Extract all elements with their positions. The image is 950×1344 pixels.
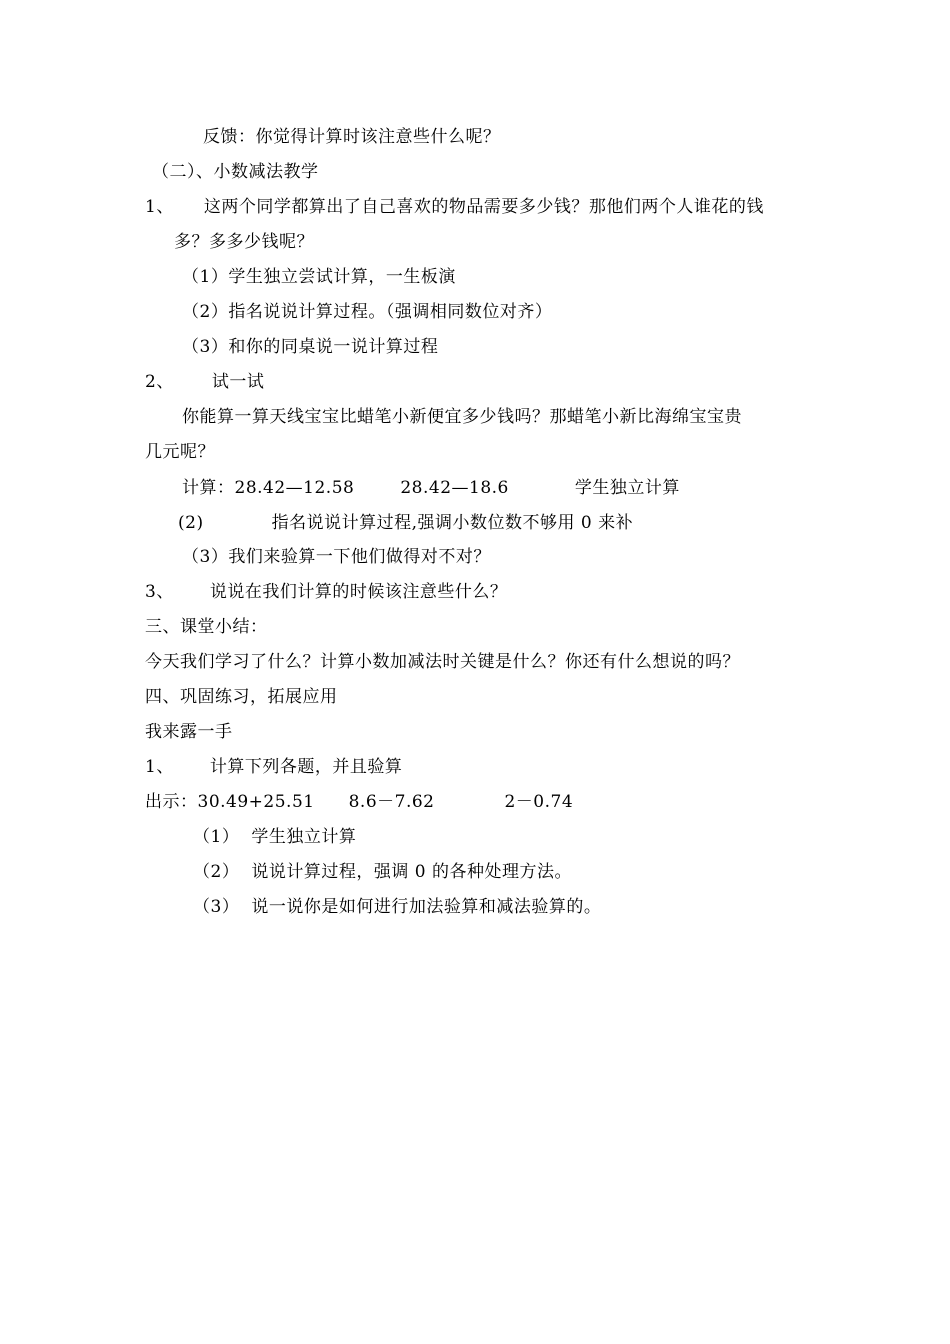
item-3-number: 3、 bbox=[145, 582, 174, 602]
show-title: 我来露一手 bbox=[145, 722, 233, 742]
calc-line bbox=[182, 477, 680, 499]
item-2-sub-2: (2) 指名说说计算过程,强调小数位数不够用 0 来补 bbox=[178, 513, 634, 533]
calc-expression-1: 计算：28.42—12.58 bbox=[182, 478, 355, 498]
item-1-number: 1、 bbox=[145, 197, 174, 217]
feedback-line bbox=[203, 126, 501, 148]
item-3-text: 说说在我们计算的时候该注意些什么？ bbox=[209, 582, 508, 602]
show-expression-2: 8.6－7.62 bbox=[348, 792, 435, 812]
item-2-title: 试一试 bbox=[211, 372, 265, 392]
show-expression-1: 出示：30.49+25.51 bbox=[145, 792, 315, 812]
exercise-1-line bbox=[145, 756, 402, 778]
calc-expression-2: 28.42—18.6 bbox=[400, 478, 509, 498]
item-2-line-a: 你能算一算天线宝宝比蜡笔小新便宜多少钱吗？那蜡笔小新比海绵宝宝贵 bbox=[182, 407, 742, 427]
item-1-sub-2: （2）指名说说计算过程。（强调相同数位对齐） bbox=[182, 302, 553, 322]
item-2-number: 2、 bbox=[145, 372, 174, 392]
exercise-sub-2: （2） 说说计算过程，强调 0 的各种处理方法。 bbox=[193, 862, 572, 882]
show-expression-3: 2－0.74 bbox=[504, 792, 574, 812]
item-2-line-b: 几元呢？ bbox=[145, 442, 215, 462]
calc-note: 学生独立计算 bbox=[574, 478, 680, 498]
show-expressions-line bbox=[145, 791, 573, 813]
section-3-heading: 三、课堂小结： bbox=[145, 617, 268, 637]
item-2-sub-3: （3）我们来验算一下他们做得对不对？ bbox=[182, 547, 491, 567]
exercise-1-number: 1、 bbox=[145, 757, 174, 777]
item-1-sub-1: （1）学生独立尝试计算，一生板演 bbox=[182, 267, 456, 287]
item-3-line bbox=[145, 581, 507, 603]
item-1-line-a bbox=[145, 196, 764, 218]
exercise-sub-3: （3） 说一说你是如何进行加法验算和减法验算的。 bbox=[193, 897, 602, 917]
exercise-sub-1: （1） 学生独立计算 bbox=[193, 827, 357, 847]
item-1-text: 这两个同学都算出了自己喜欢的物品需要多少钱？那他们两个人谁花的钱 bbox=[203, 197, 764, 217]
feedback-text: 反馈：你觉得计算时该注意些什么呢？ bbox=[203, 127, 501, 147]
item-2-heading bbox=[145, 371, 264, 393]
item-1-line-b: 多？多多少钱呢？ bbox=[174, 232, 314, 252]
summary-line: 今天我们学习了什么？计算小数加减法时关键是什么？你还有什么想说的吗？ bbox=[145, 652, 740, 672]
item-1-sub-3: （3）和你的同桌说一说计算过程 bbox=[182, 337, 439, 357]
exercise-1-text: 计算下列各题，并且验算 bbox=[209, 757, 403, 777]
section-4-heading: 四、巩固练习，拓展应用 bbox=[145, 687, 338, 707]
section-2-heading: （二）、小数减法教学 bbox=[152, 162, 319, 182]
